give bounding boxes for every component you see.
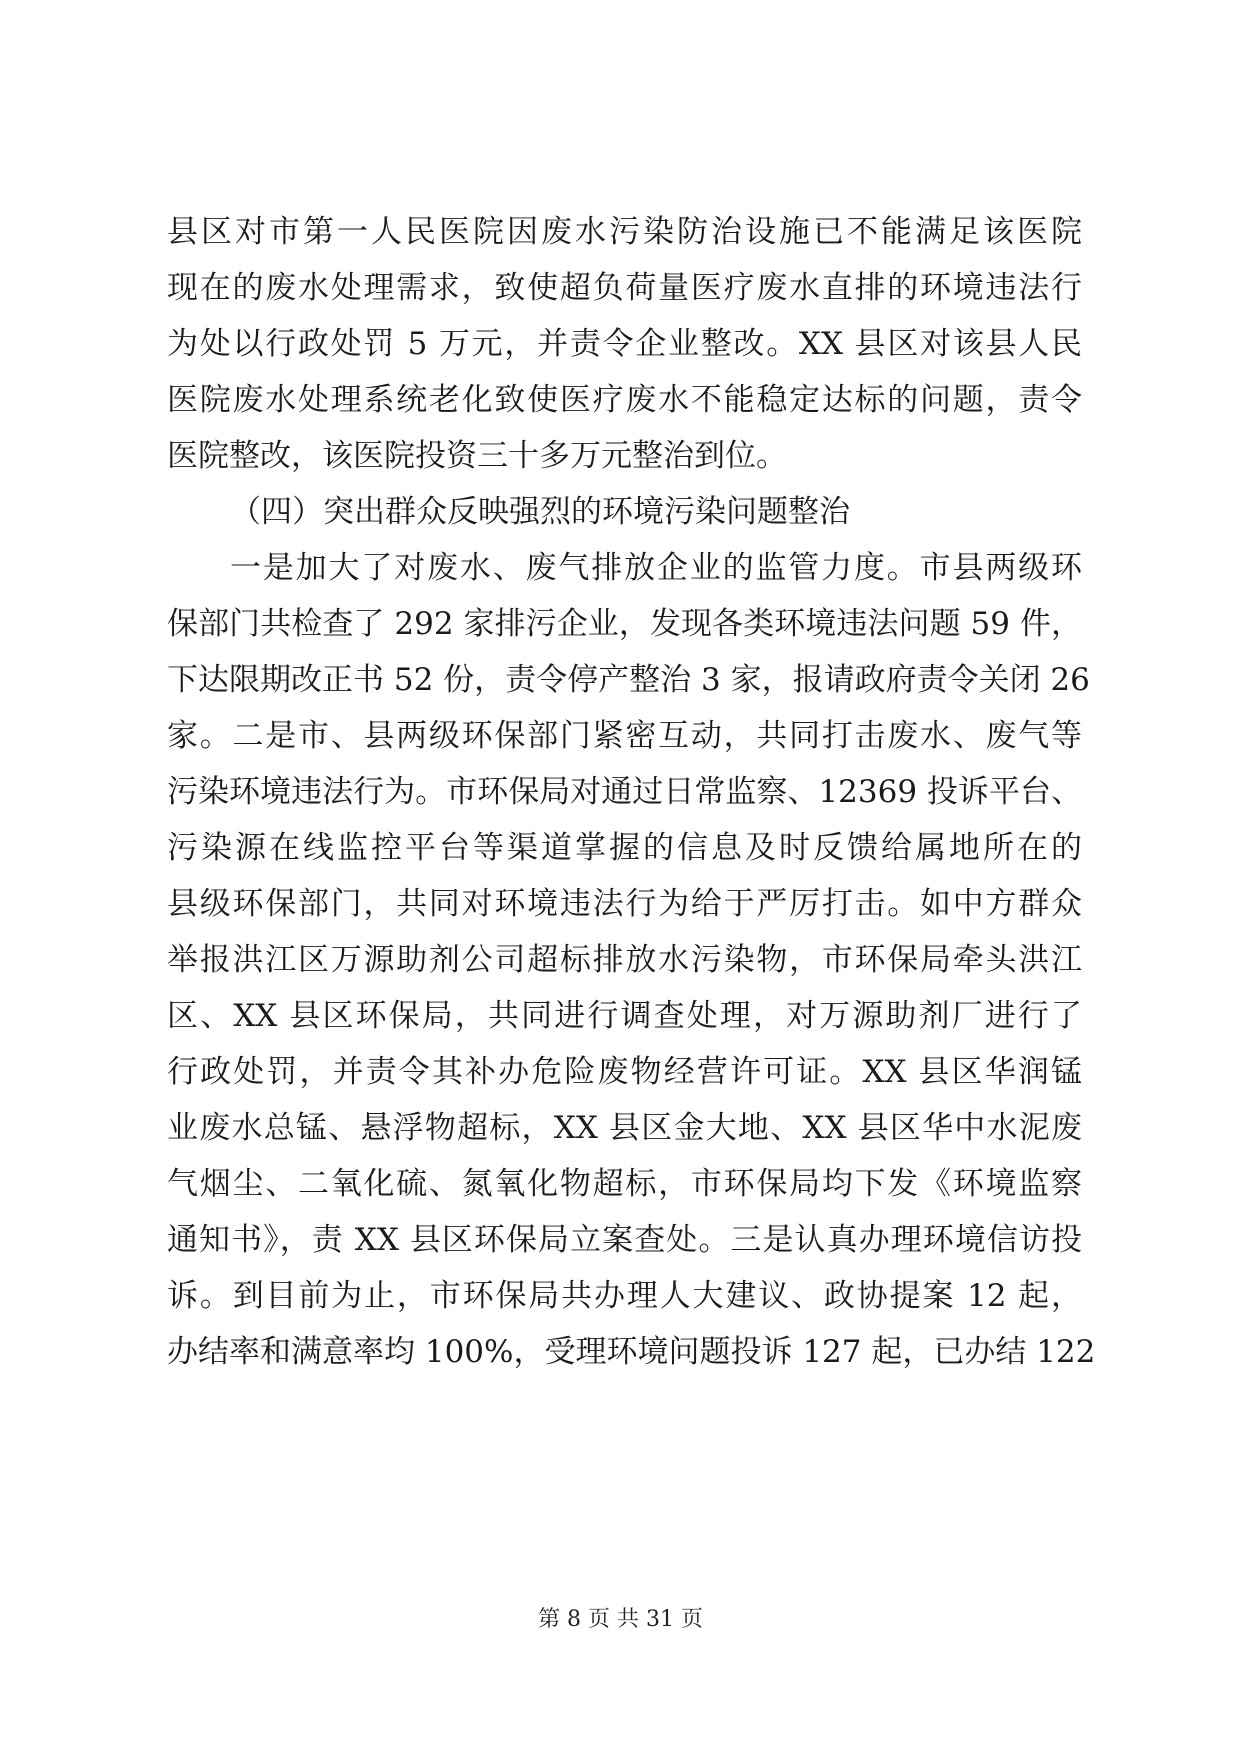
text-line-5: 医院整改，该医院投资三十多万元整治到位。 xyxy=(167,438,787,474)
text-line-8: 保部门共检查了 292 家排污企业，发现各类环境违法问题 59 件， xyxy=(167,606,1082,642)
text-line-16: 行政处罚，并责令其补办危险废物经营许可证。XX 县区华润锰 xyxy=(167,1054,1082,1090)
text-line-21: 办结率和满意率均 100%，受理环境问题投诉 127 起，已办结 122 xyxy=(167,1334,1096,1370)
text-line-15: 区、XX 县区环保局，共同进行调查处理，对万源助剂厂进行了 xyxy=(167,998,1082,1034)
text-line-2: 现在的废水处理需求，致使超负荷量医疗废水直排的环境违法行 xyxy=(167,270,1082,306)
text-line-17: 业废水总锰、悬浮物超标，XX 县区金大地、XX 县区华中水泥废 xyxy=(167,1110,1082,1146)
text-line-3: 为处以行政处罚 5 万元，并责令企业整改。XX 县区对该县人民 xyxy=(167,326,1082,362)
text-line-1: 县区对市第一人民医院因废水污染防治设施已不能满足该医院 xyxy=(167,214,1082,250)
text-line-18: 气烟尘、二氧化硫、氮氧化物超标，市环保局均下发《环境监察 xyxy=(167,1166,1082,1202)
text-line-11: 污染环境违法行为。市环保局对通过日常监察、12369 投诉平台、 xyxy=(167,774,1082,810)
text-line-13: 县级环保部门，共同对环境违法行为给于严厉打击。如中方群众 xyxy=(167,886,1082,922)
text-line-19: 通知书》，责 XX 县区环保局立案查处。三是认真办理环境信访投 xyxy=(167,1222,1082,1258)
text-line-4: 医院废水处理系统老化致使医疗废水不能稳定达标的问题，责令 xyxy=(167,382,1082,418)
text-line-14: 举报洪江区万源助剂公司超标排放水污染物，市环保局牵头洪江 xyxy=(167,942,1082,978)
section-heading: （四）突出群众反映强烈的环境污染问题整治 xyxy=(230,494,850,530)
text-line-9: 下达限期改正书 52 份，责令停产整治 3 家，报请政府责令关闭 26 xyxy=(167,662,1090,698)
text-line-12: 污染源在线监控平台等渠道掌握的信息及时反馈给属地所在的 xyxy=(167,830,1082,866)
text-line-10: 家。二是市、县两级环保部门紧密互动，共同打击废水、废气等 xyxy=(167,718,1082,754)
text-line-20: 诉。到目前为止，市环保局共办理人大建议、政协提案 12 起， xyxy=(167,1278,1082,1314)
text-line-7: 一是加大了对废水、废气排放企业的监管力度。市县两级环 xyxy=(230,550,1082,586)
page-footer: 第 8 页 共 31 页 xyxy=(538,1607,703,1632)
